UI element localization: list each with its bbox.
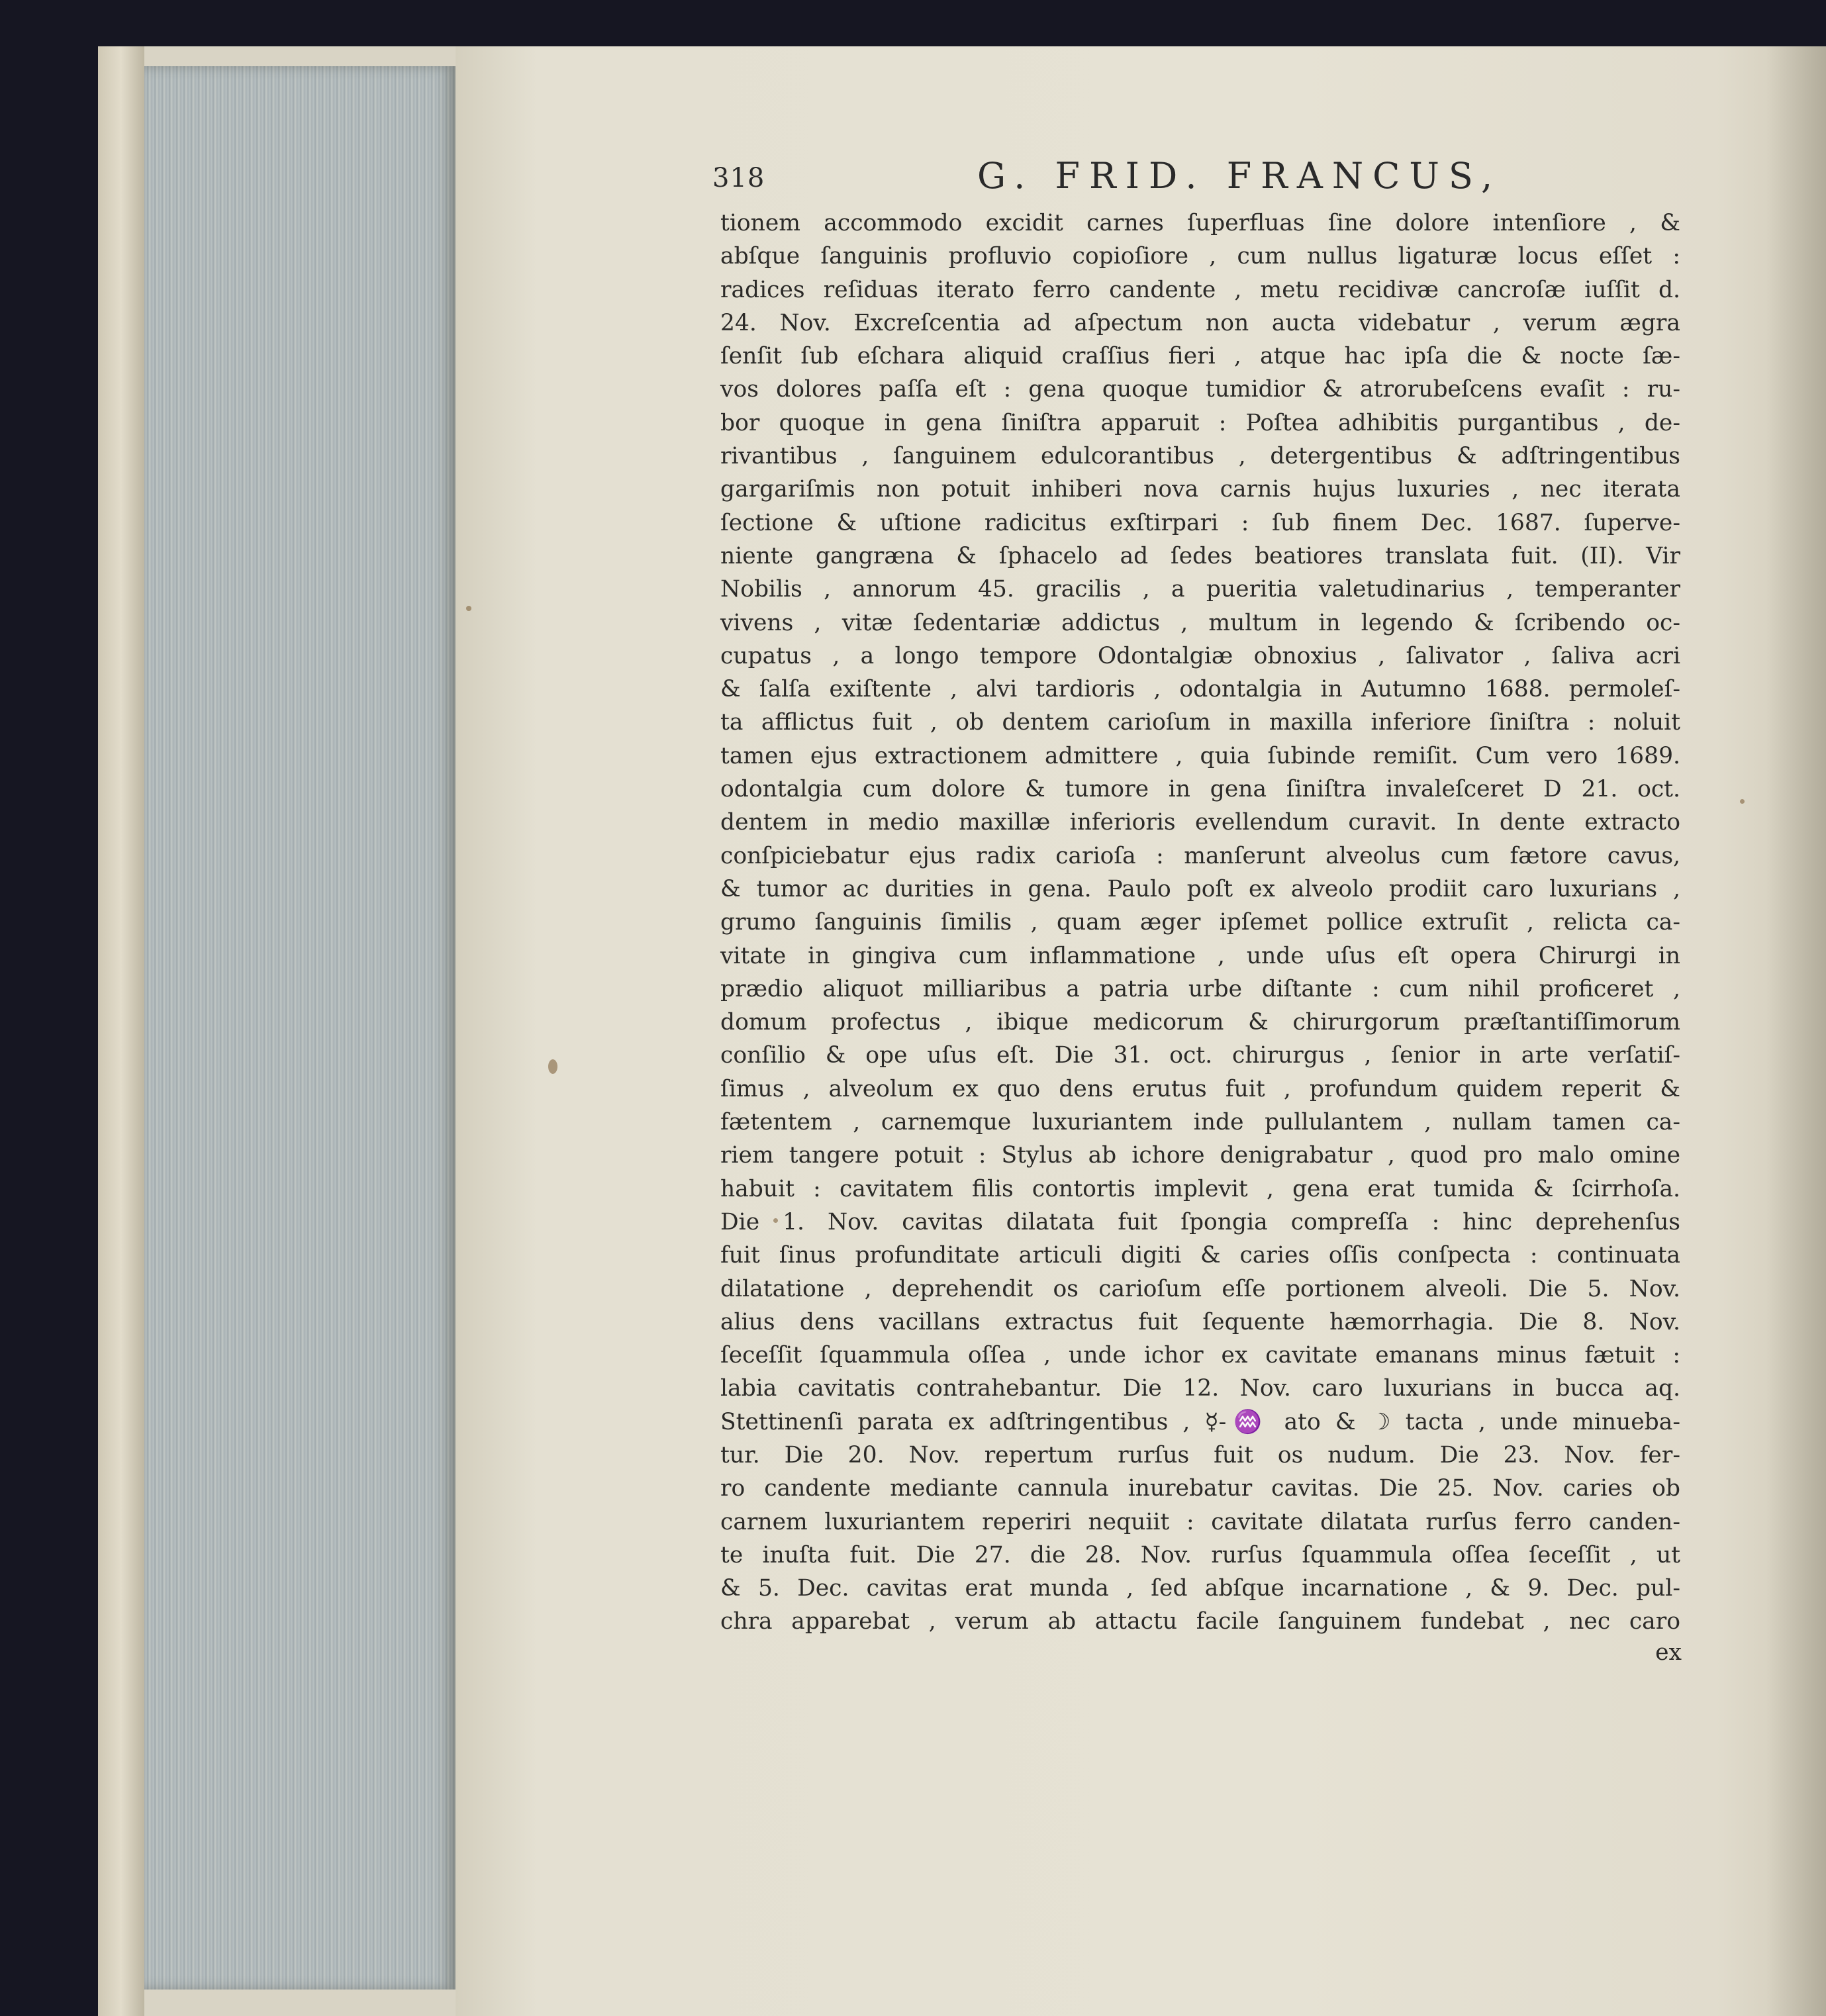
page-header xyxy=(712,151,1706,204)
text-line: ſenſit ſub eſchara aliquid craſſius fieri , atque hac ipſa die & nocte ſæ- xyxy=(720,343,1680,370)
text-line: habuit : cavitatem filis contortis implevit , gena erat tumida & ſcirrhoſa. xyxy=(720,1175,1680,1202)
text-line: bor quoque in gena ſiniſtra apparuit : Poſtea adhibitis purgantibus , de- xyxy=(720,409,1680,436)
text-line: Nobilis , annorum 45. gracilis , a pueritia valetudinarius , temperanter xyxy=(720,576,1680,603)
text-line: radices reſiduas iterato ferro candente , metu recidivæ cancroſæ iuſſit d. xyxy=(720,276,1680,303)
text-line: fætentem , carnemque luxuriantem inde pullulantem , nullam tamen ca- xyxy=(720,1109,1680,1136)
text-line: vivens , vitæ ſedentariæ addictus , multum in legendo & ſcribendo oc- xyxy=(720,609,1680,636)
text-line: cupatus , a longo tempore Odontalgiæ obnoxius , ſalivator , ſaliva acri xyxy=(720,642,1680,669)
ink-dot xyxy=(1740,799,1745,804)
text-line: niente gangræna & ſphacelo ad ſedes beatiores translata fuit. (II). Vir xyxy=(720,542,1680,569)
text-line: conſilio & ope uſus eſt. Die 31. oct. chirurgus , ſenior in arte verſatiſ- xyxy=(720,1042,1680,1069)
text-line: & tumor ac durities in gena. Paulo poſt ex alveolo prodiit caro luxurians , xyxy=(720,875,1680,902)
text-line: riem tangere potuit : Stylus ab ichore denigrabatur , quod pro malo omine xyxy=(720,1142,1680,1169)
text-line: ſeceſſit ſquammula oſſea , unde ichor ex cavitate emanans minus fætuit : xyxy=(720,1342,1680,1369)
text-line: tamen ejus extractionem admittere , quia ſubinde remiſit. Cum vero 1689. xyxy=(720,742,1680,769)
text-line: te inuſta fuit. Die 27. die 28. Nov. rurſus ſquammula oſſea ſeceſſit , ut xyxy=(720,1541,1680,1568)
text-line: carnem luxuriantem reperiri nequiit : cavitate dilatata rurſus ferro canden- xyxy=(720,1508,1680,1535)
page-gutter-shadow xyxy=(1766,46,1826,2016)
text-line: alius dens vacillans extractus fuit ſequente hæmorrhagia. Die 8. Nov. xyxy=(720,1308,1680,1335)
running-head: G. FRID. FRANCUS, xyxy=(977,155,1502,197)
text-line: abſque ſanguinis profluvio copioſiore , cum nullus ligaturæ locus eſſet : xyxy=(720,243,1680,270)
book-cover-edge xyxy=(98,46,144,2016)
text-line: Stettinenſi parata ex adſtringentibus , ☿-♒ ato & ☽ tacta , unde minueba- xyxy=(720,1408,1680,1435)
text-line: dilatatione , deprehendit os carioſum eſſe portionem alveoli. Die 5. Nov. xyxy=(720,1275,1680,1302)
page-number: 318 xyxy=(712,163,765,193)
text-line: vos dolores paſſa eſt : gena quoque tumidior & atrorubeſcens evaſit : ru- xyxy=(720,376,1680,403)
text-line: tionem accommodo excidit carnes ſuperfluas ſine dolore intenſiore , & xyxy=(720,210,1680,236)
text-line: domum profectus , ibique medicorum & chirurgorum præſtantiſſimorum xyxy=(720,1009,1680,1036)
text-line: ſectione & uſtione radicitus exſtirpari : ſub finem Dec. 1687. ſuperve- xyxy=(720,509,1680,536)
text-line: ſimus , alveolum ex quo dens erutus fuit , profundum quidem reperit & xyxy=(720,1075,1680,1102)
text-line: labia cavitatis contrahebantur. Die 12. Nov. caro luxurians in bucca aq. xyxy=(720,1375,1680,1402)
page-stack-edge xyxy=(144,66,456,1990)
text-line: ta afflictus fuit , ob dentem carioſum in maxilla inferiore ſiniſtra : noluit xyxy=(720,709,1680,736)
text-line: dentem in medio maxillæ inferioris evellendum curavit. In dente extracto xyxy=(720,809,1680,836)
text-line: grumo ſanguinis ſimilis , quam æger ipſemet pollice extruſit , relicta ca- xyxy=(720,909,1680,936)
text-line: rivantibus , ſanguinem edulcorantibus , detergentibus & adſtringentibus xyxy=(720,443,1680,470)
ink-stain xyxy=(548,1059,557,1074)
ink-dot xyxy=(466,606,471,611)
text-line: 24. Nov. Excreſcentia ad aſpectum non aucta videbatur , verum ægra xyxy=(720,309,1680,336)
text-line: gargariſmis non potuit inhiberi nova carnis hujus luxuries , nec iterata xyxy=(720,476,1680,503)
text-line: chra apparebat , verum ab attactu facile ſanguinem fundebat , nec caro xyxy=(720,1608,1680,1635)
text-line: Die 1. Nov. cavitas dilatata fuit ſpongia compreſſa : hinc deprehenſus xyxy=(720,1208,1680,1235)
text-line: tur. Die 20. Nov. repertum rurſus fuit os nudum. Die 23. Nov. fer- xyxy=(720,1441,1680,1468)
body-text xyxy=(720,207,1680,1639)
text-line: fuit ſinus profunditate articuli digiti & caries oſſis conſpecta : continuata xyxy=(720,1242,1680,1269)
text-line: ro candente mediante cannula inurebatur cavitas. Die 25. Nov. caries ob xyxy=(720,1475,1680,1502)
text-line: odontalgia cum dolore & tumore in gena ſiniſtra invaleſceret D 21. oct. xyxy=(720,776,1680,803)
text-line: prædio aliquot milliaribus a patria urbe diſtante : cum nihil proficeret , xyxy=(720,975,1680,1002)
text-line: & ſalſa exiſtente , alvi tardioris , odontalgia in Autumno 1688. permoleſ- xyxy=(720,676,1680,703)
text-line: conſpiciebatur ejus radix carioſa : manſerunt alveolus cum fætore cavus, xyxy=(720,842,1680,869)
text-line: & 5. Dec. cavitas erat munda , ſed abſque incarnatione , & 9. Dec. pul- xyxy=(720,1575,1680,1602)
text-line: vitate in gingiva cum inflammatione , unde uſus eſt opera Chirurgi in xyxy=(720,942,1680,969)
catchword: ex xyxy=(1655,1639,1682,1666)
